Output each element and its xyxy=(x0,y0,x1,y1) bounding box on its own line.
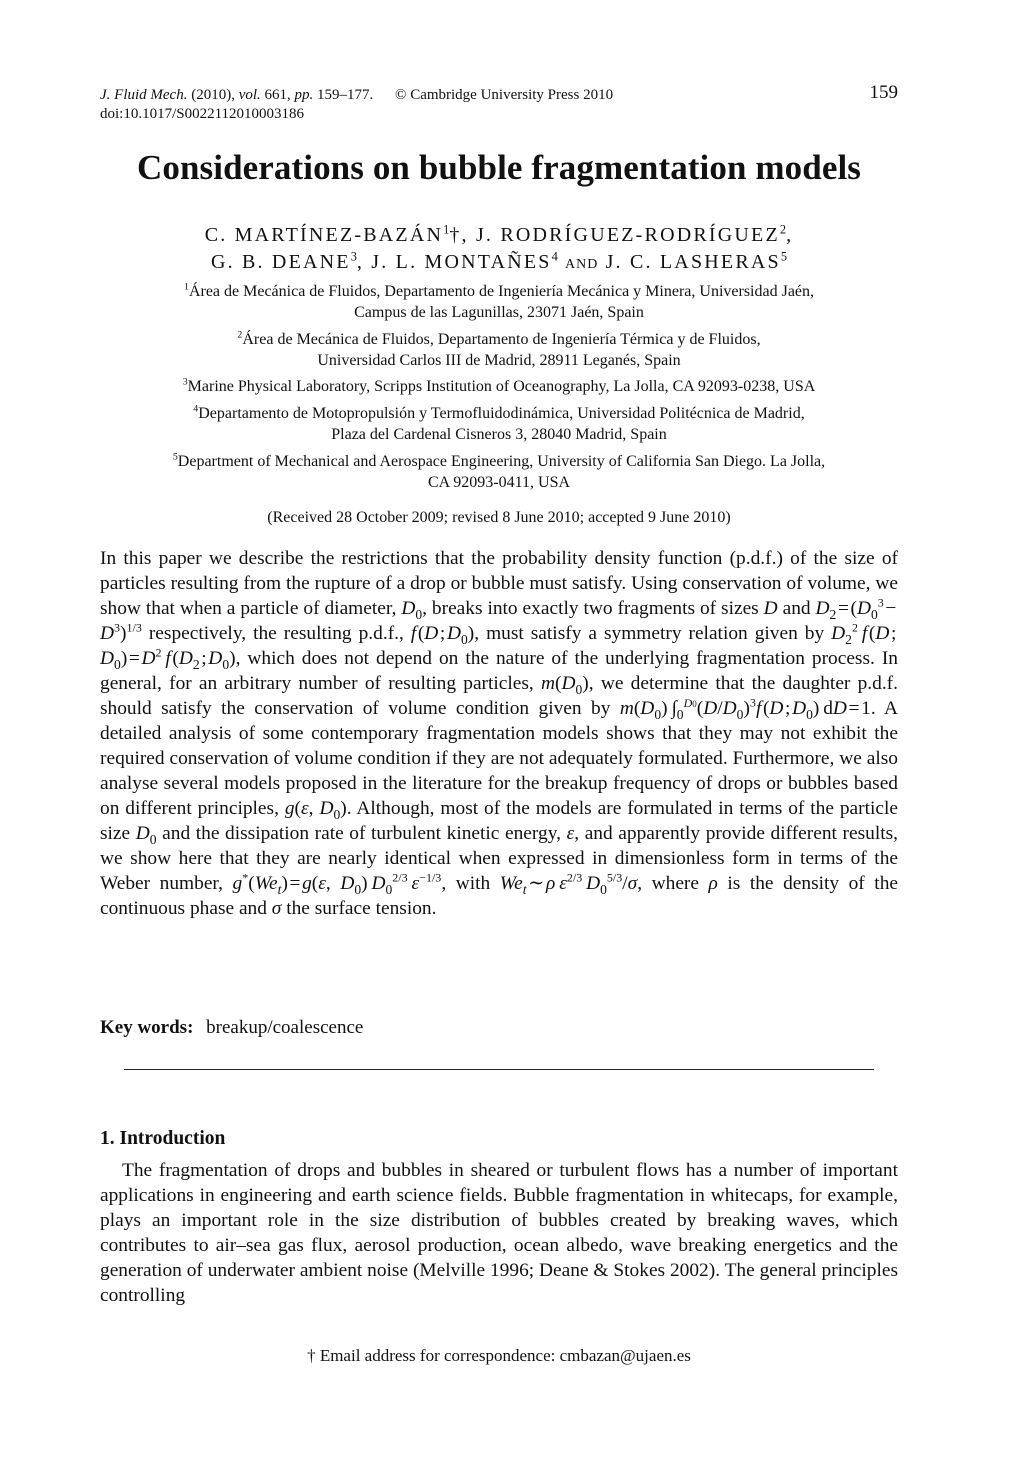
doi-link[interactable]: doi:10.1017/S0022112010003186 xyxy=(100,106,305,122)
journal-citation: J. Fluid Mech. (2010), vol. 661, pp. 159–177. © Cambridge University Press 2010 xyxy=(100,87,614,103)
copyright: © Cambridge University Press 2010 xyxy=(395,87,614,103)
author-line-2: G. B. DEANE$^3$, J. L. MONTAÑES$^4$ AND J. C. LASHERAS$^5$ xyxy=(210,249,788,273)
paper-title: Considerations on bubble fragmentation models xyxy=(136,148,862,187)
page-number: 159 xyxy=(869,82,898,103)
abstract-text: In this paper we describe the restrictions that the probability density function (p.d.f.) of the size of particles resulting from the rupture of a drop or bubble must satisfy. Using conservation of volume, we show that when a particle of diameter, $D_0$, breaks into exactly two fragments of sizes D and $D_2$ = ($D_0^3$ − $D^3)^{1/3}$ respectively, the resulting p.d.f., f (D ; $D_0$), must satisfy a symmetry relation given by $D_2^2$ f (D ; $D_0$) = $D^2$ f ($D_2$ ; $D_0$), which does not depend on the nature of the underlying fragmentation process. In general, for an arbitrary number of resulting particles, $m(D_0)$, we determine that the daughter p.d.f. should satisfy the conservation of volume condition given by $m(D_0)$ $\int_0^{D0}(D/D_0)^3f$ (D ; $D_0$) dD = 1. A detailed analysis of some contemporary fragmentation models shows that they may not exhibit the required conservation of volume condition if they are not adequately formulated. Furthermore, we also analyse several models proposed in the literature for the breakup frequency of drops or bubbles based on different principles, g(ε, $D_0$). Although, most of the models are formulated in terms of the particle size $D_0$ and the dissipation rate of turbulent kinetic energy, ε, and apparently provide different results, we show here that they are nearly identical when expressed in dimensionless form in terms of the Weber number, $g^*(We_t)$ = g(ε, $D_0$) $D_0^{2/3}$ $\varepsilon^{-1/3}$, with $We_t$ ∼ ρ $\varepsilon^{2/3}$ $D_0^{5/3}/\sigma$, where ρ is the density of the continuous phase and σ the surface tension. xyxy=(100,548,899,919)
affiliation-3: $^3$Marine Physical Laboratory, Scripps Institution of Oceanography, La Jolla, CA 92093-0238, USA xyxy=(182,376,816,395)
keywords xyxy=(100,1017,363,1039)
affiliation-5: $^5$Department of Mechanical and Aerospace Engineering, University of California San Diego. La Jolla, CA 92093-0411, USA xyxy=(172,451,826,491)
divider xyxy=(124,1069,874,1070)
affiliation-2: $^2$Área de Mecánica de Fluidos, Departamento de Ingeniería Térmica y de Fluidos, Universidad Carlos III de Madrid, 28911 Leganés, Spain xyxy=(237,329,761,369)
author-line-1: C. MARTÍNEZ-BAZÁN$^1$†, J. RODRÍGUEZ-RODRÍGUEZ$^2$, xyxy=(204,222,794,246)
received-dates: (Received 28 October 2009; revised 8 June 2010; accepted 9 June 2010) xyxy=(267,509,731,526)
affiliation-1: $^1$Área de Mecánica de Fluidos, Departamento de Ingeniería Mecánica y Minera, Universidad Jaén, Campus de las Lagunillas, 23071 Jaén, Spain xyxy=(183,281,815,321)
section-heading: 1. Introduction xyxy=(100,1128,226,1149)
footnote: † Email address for correspondence: cmbazan@ujaen.es xyxy=(307,1346,691,1365)
introduction-text: The fragmentation of drops and bubbles in sheared or turbulent flows has a number of important applications in engineering and earth science fields. Bubble fragmentation in whitecaps, for example, plays an important role in the size distribution of bubbles created by breaking waves, which contributes to air–sea gas flux, aerosol production, ocean albedo, wave breaking energetics and the generation of underwater ambient noise (Melville 1996; Deane & Stokes 2002). The general principles controlling xyxy=(100,1160,898,1306)
keywords-value: breakup/coalescence xyxy=(206,1017,364,1038)
abstract xyxy=(100,546,898,921)
author-list xyxy=(100,222,898,278)
affiliation-4: $^4$Departamento de Motopropulsión y Termofluidodinámica, Universidad Politécnica de Madrid, Plaza del Cardenal Cisneros 3, 28040 Madrid, Spain xyxy=(193,403,805,443)
keywords-label: Key words: xyxy=(100,1017,194,1038)
paper-page xyxy=(100,0,898,1459)
